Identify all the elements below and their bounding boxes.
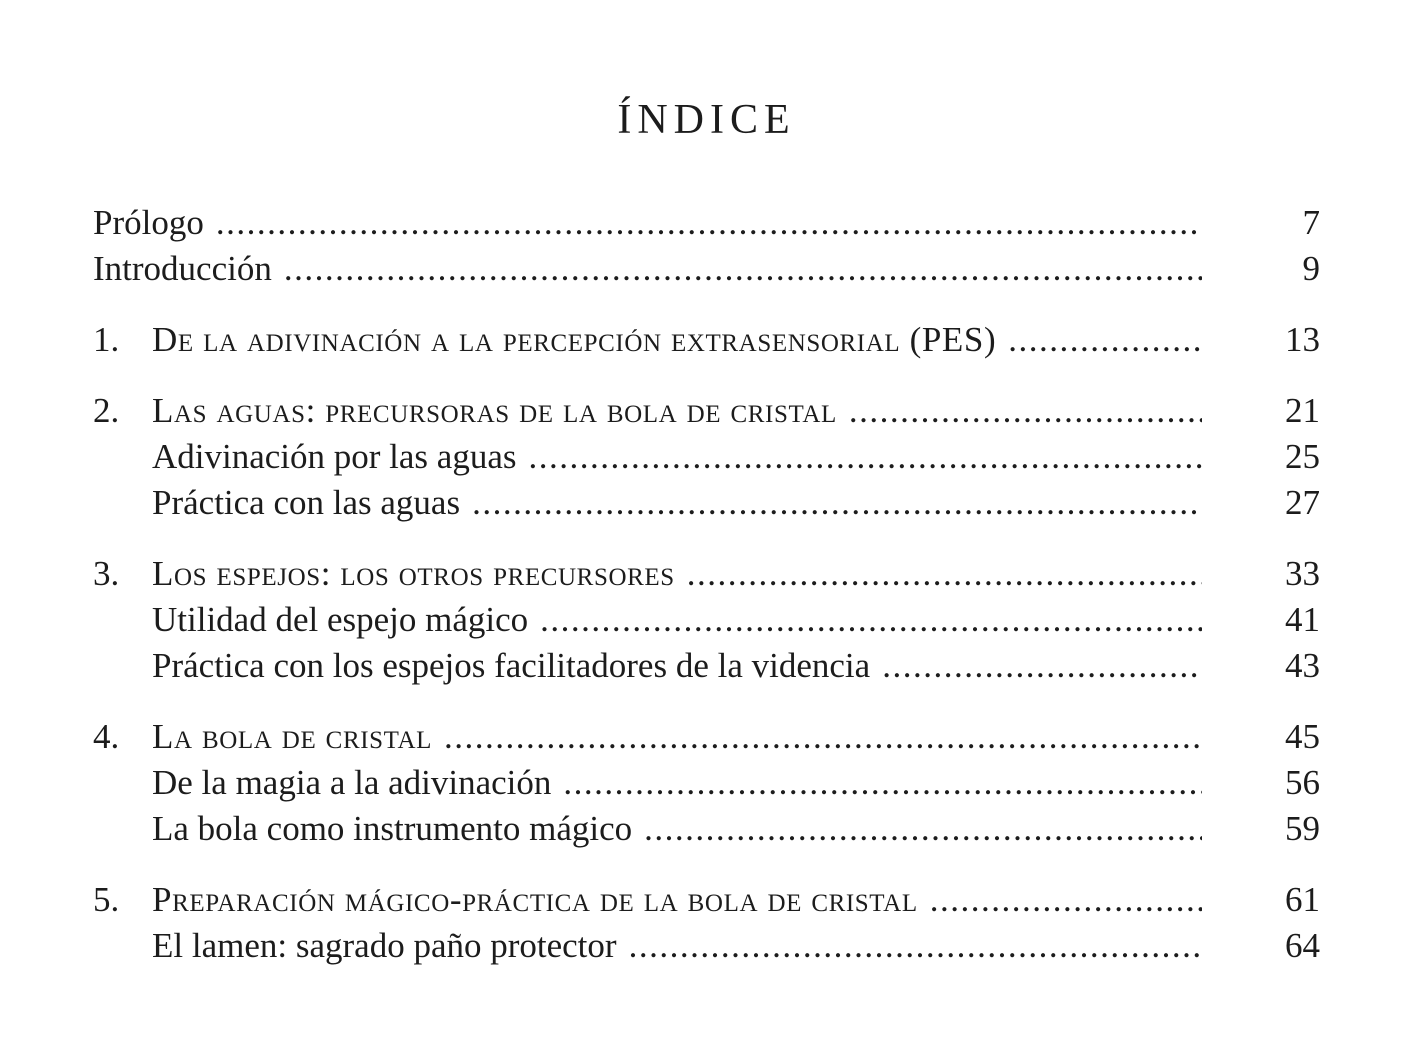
dot-leader <box>204 200 1202 246</box>
toc-entry <box>93 388 1320 434</box>
entry-label: Práctica con las aguas <box>152 483 461 522</box>
dot-leader <box>517 434 1203 480</box>
dot-leader <box>632 806 1202 852</box>
toc-entry <box>93 806 1320 852</box>
entry-page-number: 59 <box>1285 809 1320 848</box>
dot-leader <box>432 714 1202 760</box>
entry-page-number: 56 <box>1285 763 1320 802</box>
dot-leader <box>870 643 1202 689</box>
entry-label: La bola de cristal <box>152 717 433 756</box>
entry-label: De la magia a la adivinación <box>152 763 552 802</box>
chapter-number: 3. <box>93 554 120 593</box>
toc-entry <box>93 317 1320 363</box>
toc-entry <box>93 597 1320 643</box>
dot-leader <box>996 317 1202 363</box>
entry-label: De la adivinación a la percepción extrasensorial (PES) <box>152 320 997 359</box>
entry-page-number: 43 <box>1285 646 1320 685</box>
entry-label: Los espejos: los otros precursores <box>152 554 675 593</box>
dot-leader <box>918 877 1202 923</box>
chapter-number: 4. <box>93 717 120 756</box>
entry-label: Adivinación por las aguas <box>152 437 517 476</box>
dot-leader <box>551 760 1202 806</box>
entry-page-number: 9 <box>1302 249 1320 288</box>
entry-label: Prólogo <box>93 203 204 242</box>
dot-leader <box>837 388 1202 434</box>
toc-entry <box>93 643 1320 689</box>
entry-page-number: 64 <box>1285 926 1320 965</box>
entry-page-number: 45 <box>1285 717 1320 756</box>
entry-label: Utilidad del espejo mágico <box>152 600 529 639</box>
dot-leader <box>528 597 1202 643</box>
entry-page-number: 27 <box>1285 483 1320 522</box>
dot-leader <box>272 246 1202 292</box>
toc-entry <box>93 480 1320 526</box>
toc-entry <box>93 760 1320 806</box>
entry-label: El lamen: sagrado paño protector <box>152 926 617 965</box>
entry-page-number: 41 <box>1285 600 1320 639</box>
dot-leader <box>617 923 1202 969</box>
entry-label: Introducción <box>93 249 272 288</box>
chapter-number: 5. <box>93 880 120 919</box>
entry-page-number: 33 <box>1285 554 1320 593</box>
page-title: ÍNDICE <box>617 97 796 143</box>
entry-label: Preparación mágico-práctica de la bola de cristal <box>152 880 918 919</box>
dot-leader <box>675 551 1202 597</box>
entry-label: Las aguas: precursoras de la bola de cristal <box>152 391 837 430</box>
toc-entry <box>93 200 1320 246</box>
toc-entry <box>93 434 1320 480</box>
toc-entry <box>93 551 1320 597</box>
chapter-number: 1. <box>93 320 120 359</box>
entry-label: Práctica con los espejos facilitadores de la videncia <box>152 646 871 685</box>
entry-page-number: 7 <box>1302 203 1320 242</box>
toc-entry <box>93 246 1320 292</box>
entry-page-number: 61 <box>1285 880 1320 919</box>
entry-page-number: 13 <box>1285 320 1320 359</box>
toc-entry <box>93 923 1320 969</box>
toc-entry <box>93 714 1320 760</box>
dot-leader <box>460 480 1202 526</box>
entry-page-number: 25 <box>1285 437 1320 476</box>
chapter-number: 2. <box>93 391 120 430</box>
toc-entry <box>93 877 1320 923</box>
entry-page-number: 21 <box>1285 391 1320 430</box>
entry-label: La bola como instrumento mágico <box>152 809 633 848</box>
toc-list <box>93 200 1320 969</box>
